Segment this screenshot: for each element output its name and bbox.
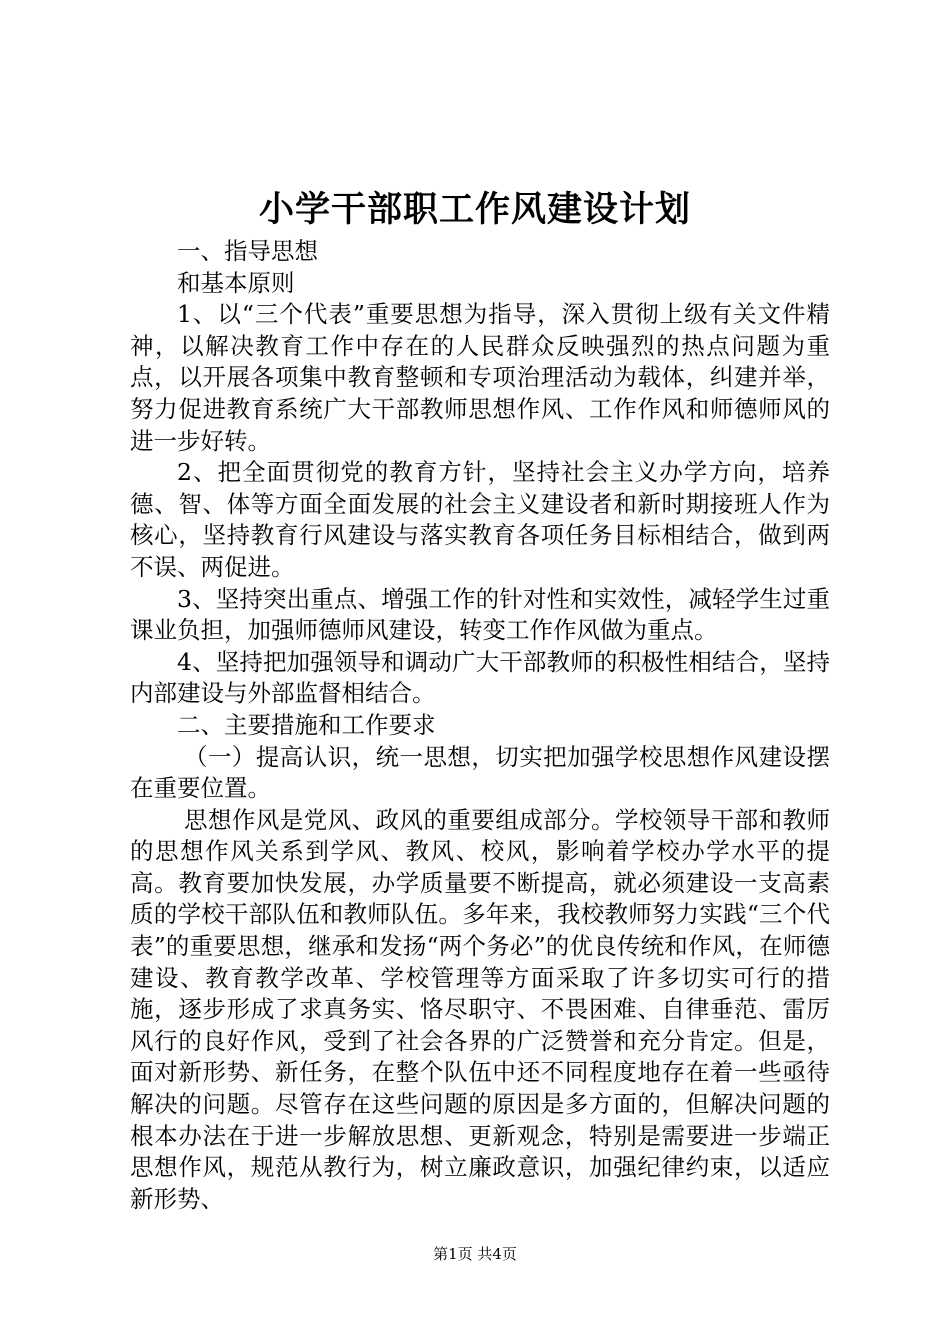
section-heading-guiding-ideology: 一、指导思想 xyxy=(177,237,318,265)
principle-paragraph-1: 1、以“三个代表”重要思想为指导，深入贯彻上级有关文件精神，以解决教育工作中存在的人民群众反映强烈的热点问题为重点，以开展各项集中教育整顿和专项治理活动为载体，纠建并举，努力促进教育系统广大干部教师思想作风、工作作风和师德师风的进一步好转。 xyxy=(130,300,830,455)
page-footer: 第1页 共4页 xyxy=(433,1245,517,1263)
principle-paragraph-3: 3、坚持突出重点、增强工作的针对性和实效性，减轻学生过重课业负担，加强师德师风建设，转变工作作风做为重点。 xyxy=(130,584,830,645)
subsection-heading-1: （一）提高认识，统一思想，切实把加强学校思想作风建设摆在重要位置。 xyxy=(130,742,830,803)
body-paragraph: 思想作风是党风、政风的重要组成部分。学校领导干部和教师的思想作风关系到学风、教风、校风，影响着学校办学水平的提高。教育要加快发展，办学质量要不断提高，就必须建设一支高素质的学校干部队伍和教师队伍。多年来，我校教师努力实践“三个代表”的重要思想，继承和发扬“两个务必”的优良传统和作风，在师德建设、教育教学改革、学校管理等方面采取了许多切实可行的措施，逐步形成了求真务实、恪尽职守、不畏困难、自律垂范、雷厉风行的良好作风，受到了社会各界的广泛赞誉和充分肯定。但是，面对新形势、新任务，在整个队伍中还不同程度地存在着一些亟待解决的问题。尽管存在这些问题的原因是多方面的，但解决问题的根本办法在于进一步解放思想、更新观念，特别是需要进一步端正思想作风，规范从教行为，树立廉政意识，加强纪律约束，以适应新形势、 xyxy=(130,805,830,1213)
principle-paragraph-4: 4、坚持把加强领导和调动广大干部教师的积极性相结合，坚持内部建设与外部监督相结合。 xyxy=(130,647,830,708)
section-heading-main-measures: 二、主要措施和工作要求 xyxy=(177,710,436,739)
document-title: 小学干部职工作风建设计划 xyxy=(258,189,691,230)
section-heading-basic-principles: 和基本原则 xyxy=(177,268,295,297)
principle-paragraph-2: 2、把全面贯彻党的教育方针，坚持社会主义办学方向，培养德、智、体等方面全面发展的社会主义建设者和新时期接班人作为核心，坚持教育行风建设与落实教育各项任务目标相结合，做到两不误、两促进。 xyxy=(130,458,830,581)
document-body xyxy=(130,236,830,1215)
